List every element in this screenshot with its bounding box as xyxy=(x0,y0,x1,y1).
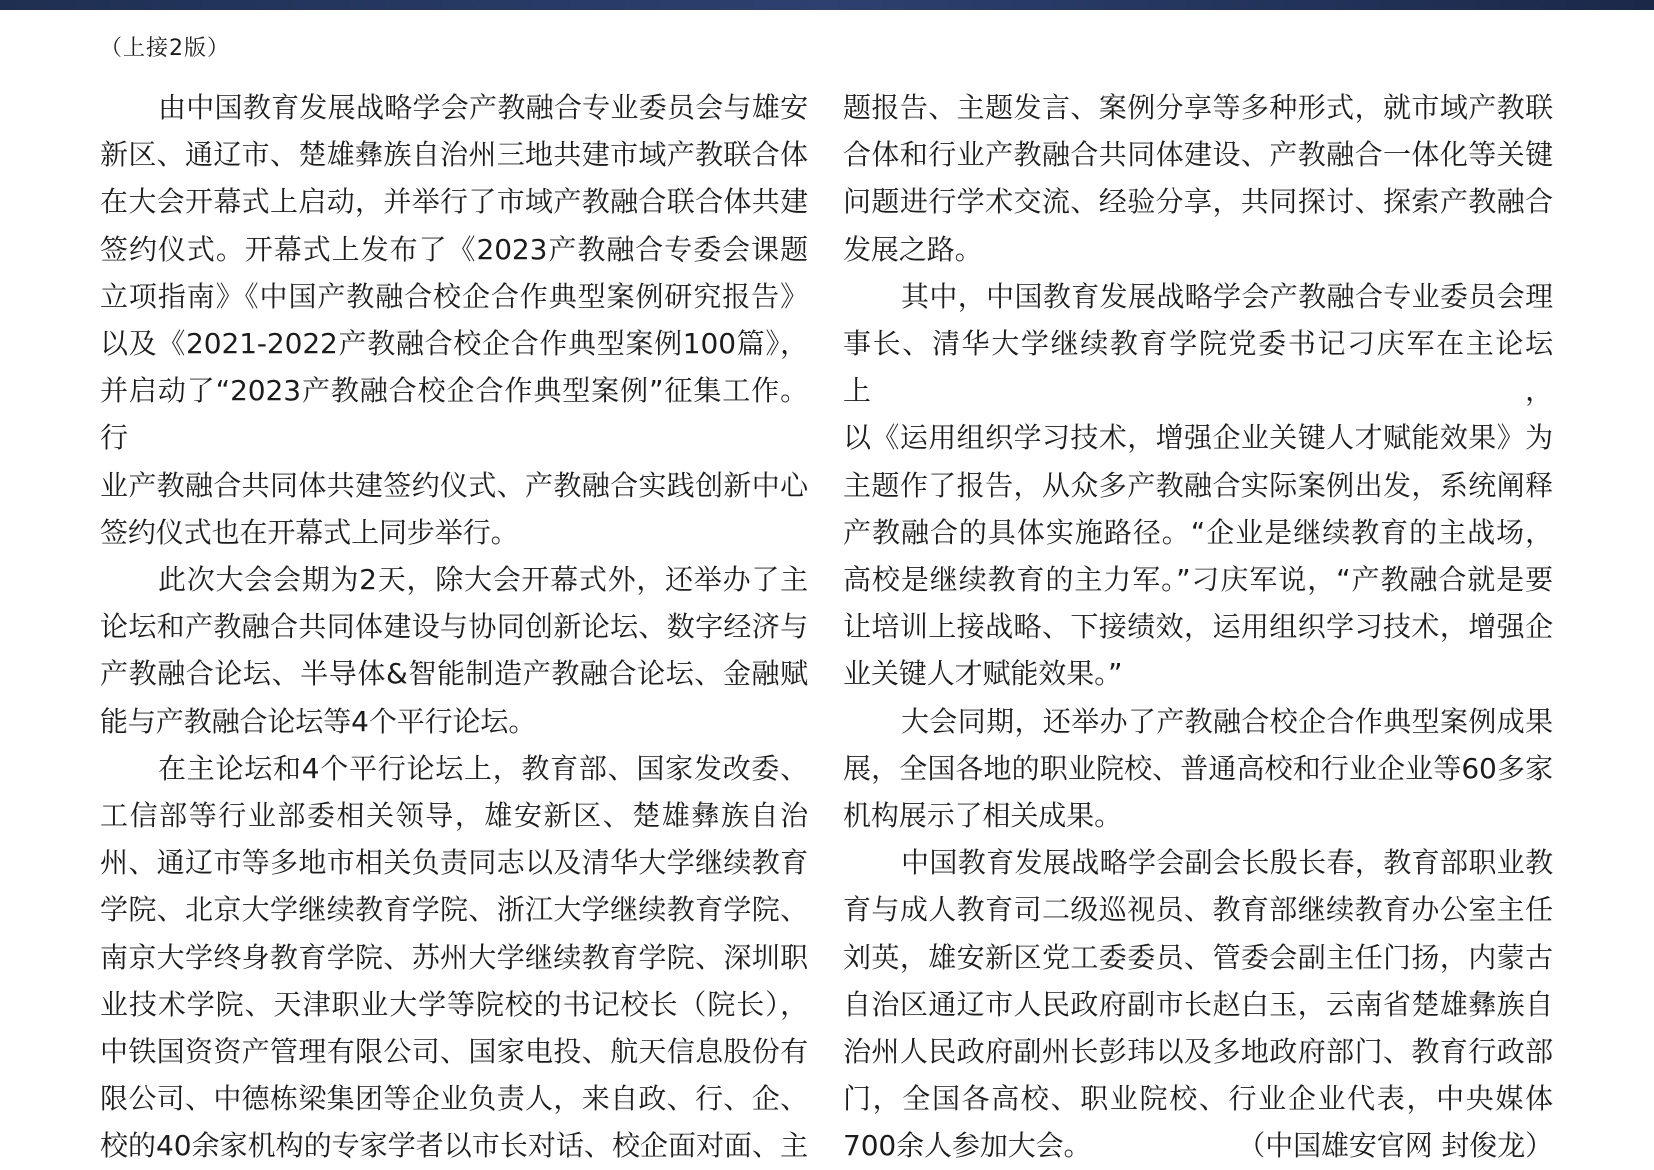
text-line: 新区、通辽市、楚雄彝族自治州三地共建市域产教联合体 xyxy=(100,138,808,172)
text-line: 高校是继续教育的主力军。”刁庆军说，“产教融合就是要 xyxy=(843,563,1553,597)
text-line: 发展之路。 xyxy=(843,232,983,266)
text-line: 大会同期，还举办了产教融合校企合作典型案例成果 xyxy=(901,704,1553,738)
text-line: 此次大会会期为2天，除大会开幕式外，还举办了主 xyxy=(158,563,808,597)
text-line: 限公司、中德栋梁集团等企业负责人，来自政、行、企、 xyxy=(100,1082,808,1116)
text-line: 论坛和产教融合共同体建设与协同创新论坛、数字经济与 xyxy=(100,610,808,644)
text-line: 以《运用组织学习技术，增强企业关键人才赋能效果》为 xyxy=(843,421,1553,455)
text-line: 立项指南》《中国产教融合校企合作典型案例研究报告》 xyxy=(100,279,808,313)
text-line: 产教融合论坛、半导体&智能制造产教融合论坛、金融赋 xyxy=(100,657,808,691)
text-line: 业产教融合共同体共建签约仪式、产教融合实践创新中心 xyxy=(100,468,808,502)
text-line: 南京大学终身教育学院、苏州大学继续教育学院、深圳职 xyxy=(100,940,808,974)
article-right-column xyxy=(843,84,1553,1170)
text-line: 刘英，雄安新区党工委委员、管委会副主任门扬，内蒙古 xyxy=(843,940,1553,974)
text-line: 展，全国各地的职业院校、普通高校和行业企业等60多家 xyxy=(843,751,1553,785)
text-line: 让培训上接战略、下接绩效，运用组织学习技术，增强企 xyxy=(843,610,1553,644)
author-credit: （中国雄安官网 封俊龙） xyxy=(1237,1129,1553,1163)
text-line: 机构展示了相关成果。 xyxy=(843,799,1123,833)
text-line: 工信部等行业部委相关领导，雄安新区、楚雄彝族自治 xyxy=(100,799,808,833)
text-line: 产教融合的具体实施路径。“企业是继续教育的主战场， xyxy=(843,515,1553,549)
text-line: 合体和行业产教融合共同体建设、产教融合一体化等关键 xyxy=(843,138,1553,172)
text-line: 由中国教育发展战略学会产教融合专业委员会与雄安 xyxy=(158,91,808,124)
text-line: 业关键人才赋能效果。” xyxy=(843,657,1123,691)
text-line: 题报告、主题发言、案例分享等多种形式，就市域产教联 xyxy=(843,91,1553,124)
text-line: 中国教育发展战略学会副会长殷长春，教育部职业教 xyxy=(901,846,1553,880)
text-line: 育与成人教育司二级巡视员、教育部继续教育办公室主任 xyxy=(843,893,1553,927)
text-line: 并启动了“2023产教融合校企合作典型案例”征集工作。行 xyxy=(100,374,808,455)
text-line: 签约仪式也在开幕式上同步举行。 xyxy=(100,515,519,549)
text-line: 主题作了报告，从众多产教融合实际案例出发，系统阐释 xyxy=(843,468,1553,502)
text-line: 业技术学院、天津职业大学等院校的书记校长（院长）， xyxy=(100,987,808,1021)
text-line: 在大会开幕式上启动，并举行了市域产教融合联合体共建 xyxy=(100,185,808,219)
text-line: 问题进行学术交流、经验分享，共同探讨、探索产教融合 xyxy=(843,185,1553,219)
top-color-bar xyxy=(0,0,1654,10)
text-line: 能与产教融合论坛等4个平行论坛。 xyxy=(100,704,537,738)
text-line: 校的40余家机构的专家学者以市长对话、校企面对面、主 xyxy=(100,1129,808,1163)
article-left-column xyxy=(100,84,808,1170)
text-line: 签约仪式。开幕式上发布了《2023产教融合专委会课题 xyxy=(100,232,808,266)
text-line: 事长、清华大学继续教育学院党委书记刁庆军在主论坛上， xyxy=(843,327,1553,408)
final-line xyxy=(843,1122,1553,1169)
text-line: 州、通辽市等多地市相关负责同志以及清华大学继续教育 xyxy=(100,846,808,880)
text-line: 700余人参加大会。 xyxy=(843,1129,1092,1163)
text-line: 自治区通辽市人民政府副市长赵白玉，云南省楚雄彝族自 xyxy=(843,987,1553,1021)
text-line: 以及《2021-2022产教融合校企合作典型案例100篇》， xyxy=(100,327,808,361)
text-line: 中铁国资资产管理有限公司、国家电投、航天信息股份有 xyxy=(100,1035,808,1069)
text-line: 其中，中国教育发展战略学会产教融合专业委员会理 xyxy=(901,279,1553,313)
text-line: 门，全国各高校、职业院校、行业企业代表，中央媒体 xyxy=(843,1082,1553,1116)
continued-from-note: （上接2版） xyxy=(100,36,230,61)
text-line: 在主论坛和4个平行论坛上，教育部、国家发改委、 xyxy=(158,751,808,785)
text-line: 治州人民政府副州长彭玮以及多地政府部门、教育行政部 xyxy=(843,1035,1553,1069)
text-line: 学院、北京大学继续教育学院、浙江大学继续教育学院、 xyxy=(100,893,808,927)
